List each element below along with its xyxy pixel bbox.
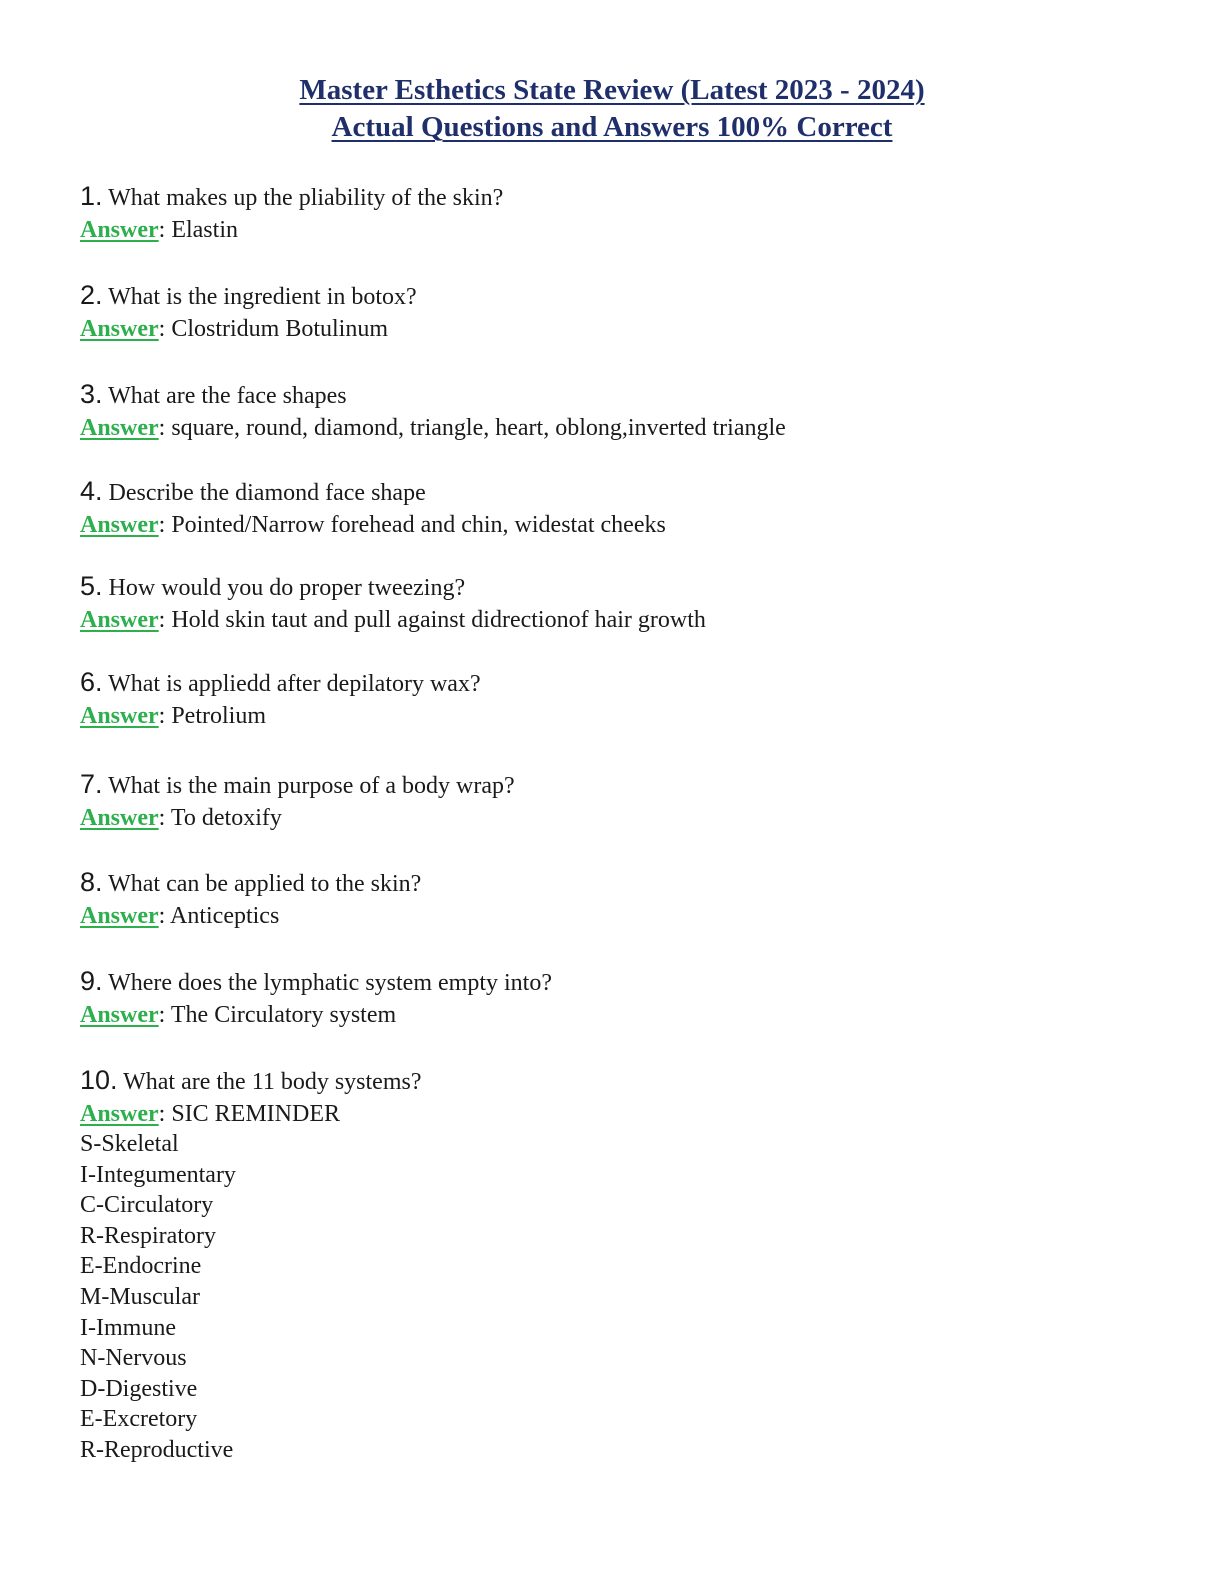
list-item: I-Immune [80,1314,176,1341]
question-5 [80,571,1160,603]
qa-item-7 [80,769,1160,833]
question-text: What are the 11 body systems? [117,1069,422,1095]
answer-2 [80,314,1160,344]
answer-text: : To detoxify [158,805,282,831]
question-8 [80,867,1160,899]
answer-8 [80,901,1160,931]
answer-label: Answer [80,1002,159,1028]
question-number: 1. [80,181,103,211]
body-systems-list [80,1129,1160,1466]
question-text: What is appliedd after depilatory wax? [102,671,481,697]
answer-7 [80,803,1160,833]
answer-label: Answer [80,805,159,831]
answer-label: Answer [80,217,159,243]
list-item: R-Reproductive [80,1436,234,1463]
document-title-line-1: Master Esthetics State Review (Latest 2023 - 2024) [299,74,925,106]
list-item: R-Respiratory [80,1222,216,1249]
qa-item-4 [80,476,1160,540]
question-3 [80,379,1160,411]
qa-item-8 [80,867,1160,931]
question-number: 4. [80,476,103,506]
answer-text: : SIC REMINDER [158,1101,341,1127]
list-item: E-Excretory [80,1406,198,1433]
qa-item-5 [80,571,1160,635]
answer-9 [80,1000,1160,1030]
question-7 [80,769,1160,801]
question-number: 2. [80,280,103,310]
list-item: E-Endocrine [80,1253,202,1280]
question-6 [80,667,1160,699]
answer-label: Answer [80,1101,159,1127]
qa-item-6 [80,667,1160,731]
answer-text: : Clostridum Botulinum [158,316,389,342]
list-item: I-Integumentary [80,1161,236,1188]
question-number: 5. [80,571,103,601]
question-9 [80,966,1160,998]
answer-label: Answer [80,316,159,342]
list-item: D-Digestive [80,1375,198,1402]
answer-text: : Anticeptics [158,903,280,929]
question-number: 8. [80,867,103,897]
question-1 [80,181,1160,213]
question-text: Describe the diamond face shape [102,480,426,506]
qa-item-9 [80,966,1160,1030]
question-number: 6. [80,667,103,697]
answer-10 [80,1099,1160,1129]
list-item: C-Circulatory [80,1192,214,1219]
question-text: What can be applied to the skin? [102,871,422,897]
question-text: What makes up the pliability of the skin? [102,185,504,211]
question-number: 10. [80,1065,118,1095]
answer-text: : Petrolium [158,703,266,729]
qa-item-3 [80,379,1160,443]
question-text: What are the face shapes [102,383,347,409]
question-2 [80,280,1160,312]
answer-text: : The Circulatory system [158,1002,397,1028]
answer-6 [80,701,1160,731]
question-text: What is the ingredient in botox? [102,284,417,310]
qa-item-10 [80,1065,1160,1466]
question-number: 3. [80,379,103,409]
question-text: Where does the lymphatic system empty into? [102,970,552,996]
question-10 [80,1065,1160,1097]
answer-3 [80,413,1160,443]
answer-label: Answer [80,903,159,929]
answer-text: : Pointed/Narrow forehead and chin, widestat cheeks [158,512,666,538]
answer-1 [80,215,1160,245]
answer-5 [80,605,1160,635]
answer-text: : Elastin [158,217,238,243]
answer-4 [80,510,1160,540]
answer-label: Answer [80,415,159,441]
question-number: 7. [80,769,103,799]
qa-item-2 [80,280,1160,344]
list-item: M-Muscular [80,1283,200,1310]
question-text: How would you do proper tweezing? [102,575,466,601]
question-4 [80,476,1160,508]
answer-label: Answer [80,512,159,538]
answer-text: : square, round, diamond, triangle, heart, oblong,inverted triangle [158,415,786,441]
answer-label: Answer [80,607,159,633]
qa-item-1 [80,181,1160,245]
list-item: N-Nervous [80,1345,187,1372]
answer-label: Answer [80,703,159,729]
list-item: S-Skeletal [80,1131,179,1157]
question-number: 9. [80,966,103,996]
answer-text: : Hold skin taut and pull against didrectionof hair growth [158,607,706,633]
document-title-line-2: Actual Questions and Answers 100% Correct [331,111,893,143]
question-text: What is the main purpose of a body wrap? [102,773,515,799]
